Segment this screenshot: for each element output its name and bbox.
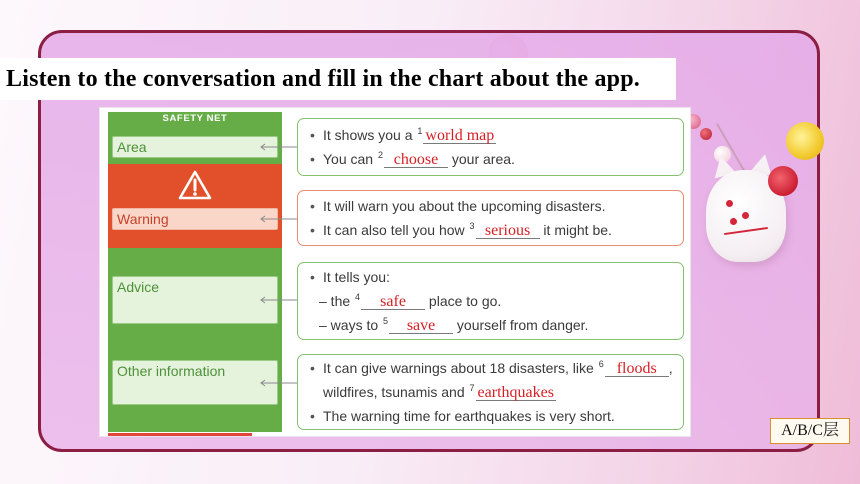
answer-blank[interactable]: save — [389, 318, 453, 334]
list-item — [298, 265, 683, 289]
answer-blank[interactable]: choose — [384, 152, 448, 168]
red-pompom-decoration — [768, 166, 798, 196]
label-area: Area — [112, 136, 278, 158]
line-text-after: place to go. — [425, 293, 502, 309]
list-item — [298, 218, 683, 242]
instruction-banner — [0, 58, 676, 100]
line-text: It will warn you about the upcoming disasters. — [323, 198, 606, 214]
cat-pattern-dot — [742, 212, 749, 219]
arrow-left-icon — [258, 214, 298, 224]
answer-blank[interactable]: serious — [476, 223, 540, 239]
answer-blank[interactable]: floods — [605, 361, 669, 377]
answer-blank[interactable]: world map — [425, 127, 495, 144]
line-text-after: yourself from danger. — [453, 317, 589, 333]
line-text: It shows you a — [323, 127, 417, 143]
answer-blank[interactable]: earthquakes — [477, 384, 554, 401]
line-text: The warning time for earthquakes is very short. — [323, 408, 615, 424]
line-text: It can give warnings about 18 disasters, like — [323, 360, 598, 376]
line-text-after: your area. — [448, 151, 515, 167]
advice-row — [297, 262, 684, 340]
blank-number: 5 — [383, 316, 389, 326]
line-text: It can also tell you how — [323, 222, 469, 238]
blank-number: 2 — [377, 150, 383, 160]
label-other-information: Other information — [112, 360, 278, 405]
list-item — [298, 356, 683, 380]
chart-header: SAFETY NET — [162, 113, 228, 124]
line-text: wildfires, tsunamis and — [323, 384, 469, 400]
label-advice: Advice — [112, 276, 278, 324]
warning-row — [297, 190, 684, 246]
small-red-ball-decoration — [700, 128, 712, 140]
line-text-after: it might be. — [539, 222, 612, 238]
bottom-red-bar — [108, 433, 252, 436]
arrow-left-icon — [258, 295, 298, 305]
list-item — [298, 313, 683, 337]
blank-number: 3 — [469, 221, 475, 231]
cat-pattern-dot — [730, 218, 737, 225]
list-item — [298, 289, 683, 313]
arrow-left-icon — [258, 142, 298, 152]
list-item — [298, 194, 683, 218]
safety-net-chart — [100, 108, 690, 436]
line-text-after: , — [668, 360, 673, 376]
arrow-left-icon — [258, 378, 298, 388]
blank-number: 7 — [469, 383, 475, 393]
blank-number: 6 — [598, 359, 604, 369]
area-row — [297, 118, 684, 176]
line-text: – ways to — [319, 317, 383, 333]
list-item — [298, 147, 683, 171]
label-warning: Warning — [112, 208, 278, 230]
list-item — [298, 404, 683, 428]
answer-blank[interactable]: safe — [361, 294, 425, 310]
line-text: – the — [319, 293, 355, 309]
level-badge: A/B/C层 — [770, 418, 850, 444]
line-text: You can — [323, 151, 377, 167]
blank-number: 1 — [417, 126, 423, 136]
instruction-text: Listen to the conversation and fill in the chart about the app. — [6, 66, 640, 92]
yellow-pompom-decoration — [786, 122, 824, 160]
warning-triangle-icon — [178, 169, 212, 201]
line-text: It tells you: — [323, 269, 390, 285]
list-item-continuation — [298, 380, 683, 404]
list-item — [298, 123, 683, 147]
cat-pattern-dot — [726, 200, 733, 207]
other-information-row — [297, 354, 684, 430]
blank-number: 4 — [355, 292, 361, 302]
